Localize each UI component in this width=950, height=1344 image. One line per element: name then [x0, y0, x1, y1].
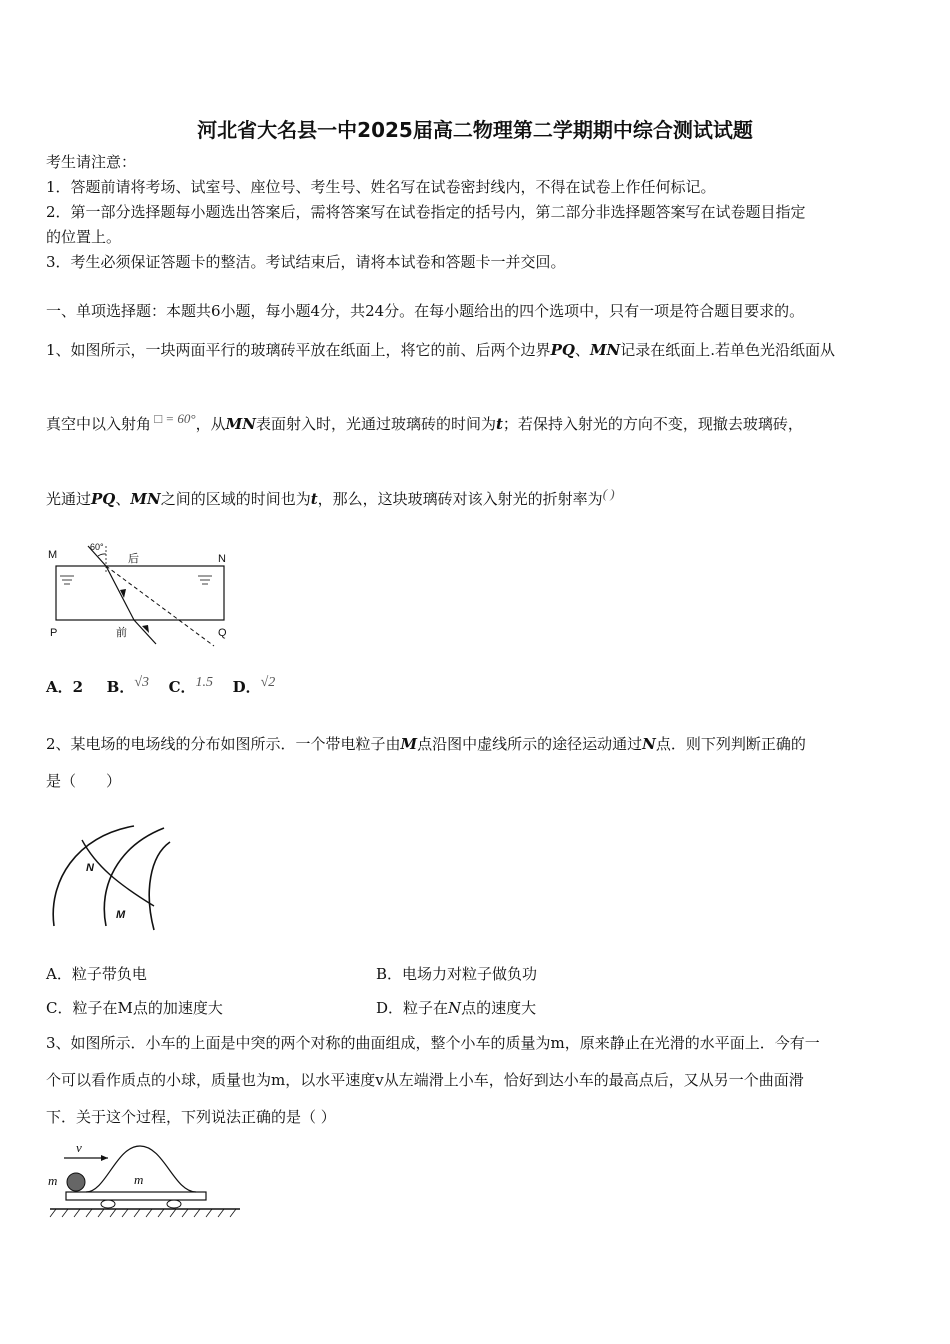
label-angle: 60° [90, 542, 104, 552]
notice-item: 3．考生必须保证答题卡的整洁。考试结束后，请将本试卷和答题卡一并交回。 [46, 253, 566, 271]
label-back: 后 [128, 552, 139, 565]
notice-item: 的位置上。 [46, 228, 122, 246]
option-b[interactable]: B． [106, 678, 135, 696]
notice-heading: 考生请注意： [46, 153, 137, 171]
option-a[interactable]: A．粒子带负电 [46, 965, 147, 983]
label-cart-mass: m [134, 1172, 144, 1187]
q3-line1: 3、如图所示．小车的上面是中突的两个对称的曲面组成，整个小车的质量为m，原来静止在光滑的水平面上．今有一 [46, 1034, 820, 1052]
label-n: N [218, 553, 226, 565]
label-m: M [116, 909, 126, 921]
q3-line2: 个可以看作质点的小球，质量也为m，以水平速度v从左端滑上小车，恰好到达小车的最高点后，又从另一个曲面滑 [46, 1071, 804, 1089]
label-n: N [86, 862, 94, 874]
q1-glass-figure [46, 538, 236, 646]
label-front: 前 [116, 626, 127, 639]
q1-options: A．2 B．√3 C．1.5 D．√2 [46, 675, 276, 696]
q1-line3: 光通过PQ、MN之间的区域的时间也为t，那么，这块玻璃砖对该入射光的折射率为( ) [46, 486, 615, 508]
q1-line1: 1、如图所示，一块两面平行的玻璃砖平放在纸面上，将它的前、后两个边界PQ、MN记录在纸面上.若单色光沿纸面从 [46, 341, 836, 359]
label-p: P [50, 627, 58, 639]
page-title: 河北省大名县一中2025届高二物理第二学期期中综合测试试题 [197, 118, 753, 142]
notice-item: 2．第一部分选择题每小题选出答案后，需将答案写在试卷指定的括号内，第二部分非选择题答案写在试卷题目指定 [46, 203, 806, 221]
q2-line2: 是（ ） [46, 772, 122, 790]
notice-item: 1．答题前请将考场、试室号、座位号、考生号、姓名写在试卷密封线内，不得在试卷上作任何标记。 [46, 178, 716, 196]
option-d[interactable]: D．粒子在N点的速度大 [376, 999, 537, 1017]
q2-line1: 2、某电场的电场线的分布如图所示．一个带电粒子由M点沿图中虚线所示的途径运动通过N点．则下列判断正确的 [46, 735, 806, 753]
label-q: Q [218, 627, 227, 639]
q1-line2: 真空中以入射角 □ = 60°，从MN表面射入时，光通过玻璃砖的时间为t；若保持入射光的方向不变，现撤去玻璃砖， [46, 411, 803, 433]
q3-line3: 下．关于这个过程，下列说法正确的是（ ） [46, 1108, 336, 1126]
q2-field-figure [46, 822, 176, 934]
option-d[interactable]: D． [232, 678, 261, 696]
option-b[interactable]: B．电场力对粒子做负功 [376, 965, 538, 983]
q3-cart-figure [46, 1136, 246, 1226]
section-heading: 一、单项选择题：本题共6小题，每小题4分，共24分。在每小题给出的四个选项中，只有一项是符合题目要求的。 [46, 302, 805, 320]
option-c[interactable]: C． [168, 678, 196, 696]
label-m: M [48, 549, 58, 561]
option-c[interactable]: C．粒子在M点的加速度大 [46, 999, 223, 1017]
option-a[interactable]: A．2 [46, 678, 84, 696]
label-ball-mass: m [48, 1173, 58, 1188]
label-v: v [76, 1140, 82, 1155]
